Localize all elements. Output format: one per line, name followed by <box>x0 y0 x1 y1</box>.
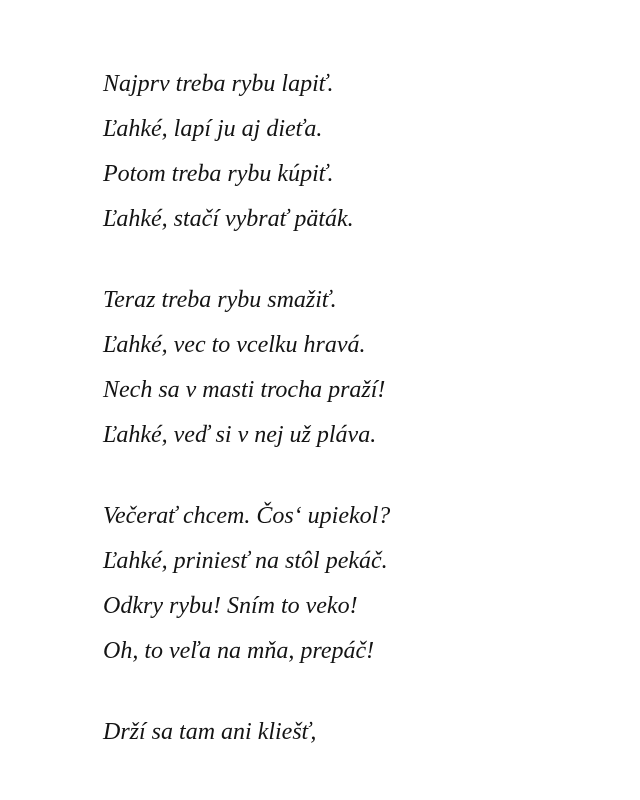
stanza-4 <box>103 710 603 755</box>
poem-line: Oh, to veľa na mňa, prepáč! <box>103 638 375 664</box>
poem-line: Ľahké, veď si v nej už pláva. <box>103 422 377 448</box>
poem <box>103 62 603 791</box>
stanza-3 <box>103 494 603 674</box>
poem-line: Ľahké, vec to vcelku hravá. <box>103 332 366 358</box>
stanza-2 <box>103 278 603 458</box>
poem-line: Drží sa tam ani kliešť, <box>103 719 317 745</box>
poem-line: Najprv treba rybu lapiť. <box>103 71 334 97</box>
poem-line: Nech sa v masti trocha praží! <box>103 377 386 403</box>
poem-line: Ľahké, lapí ju aj dieťa. <box>103 116 323 142</box>
poem-line: Ľahké, stačí vybrať päták. <box>103 206 354 232</box>
stanza-1 <box>103 62 603 242</box>
poem-line: Ľahké, priniesť na stôl pekáč. <box>103 548 388 574</box>
poem-line: Teraz treba rybu smažiť. <box>103 287 337 313</box>
poem-line: Večerať chcem. Čos‘ upiekol? <box>103 503 391 529</box>
poem-line: Odkry rybu! Sním to veko! <box>103 593 358 619</box>
poem-line: Potom treba rybu kúpiť. <box>103 161 334 187</box>
